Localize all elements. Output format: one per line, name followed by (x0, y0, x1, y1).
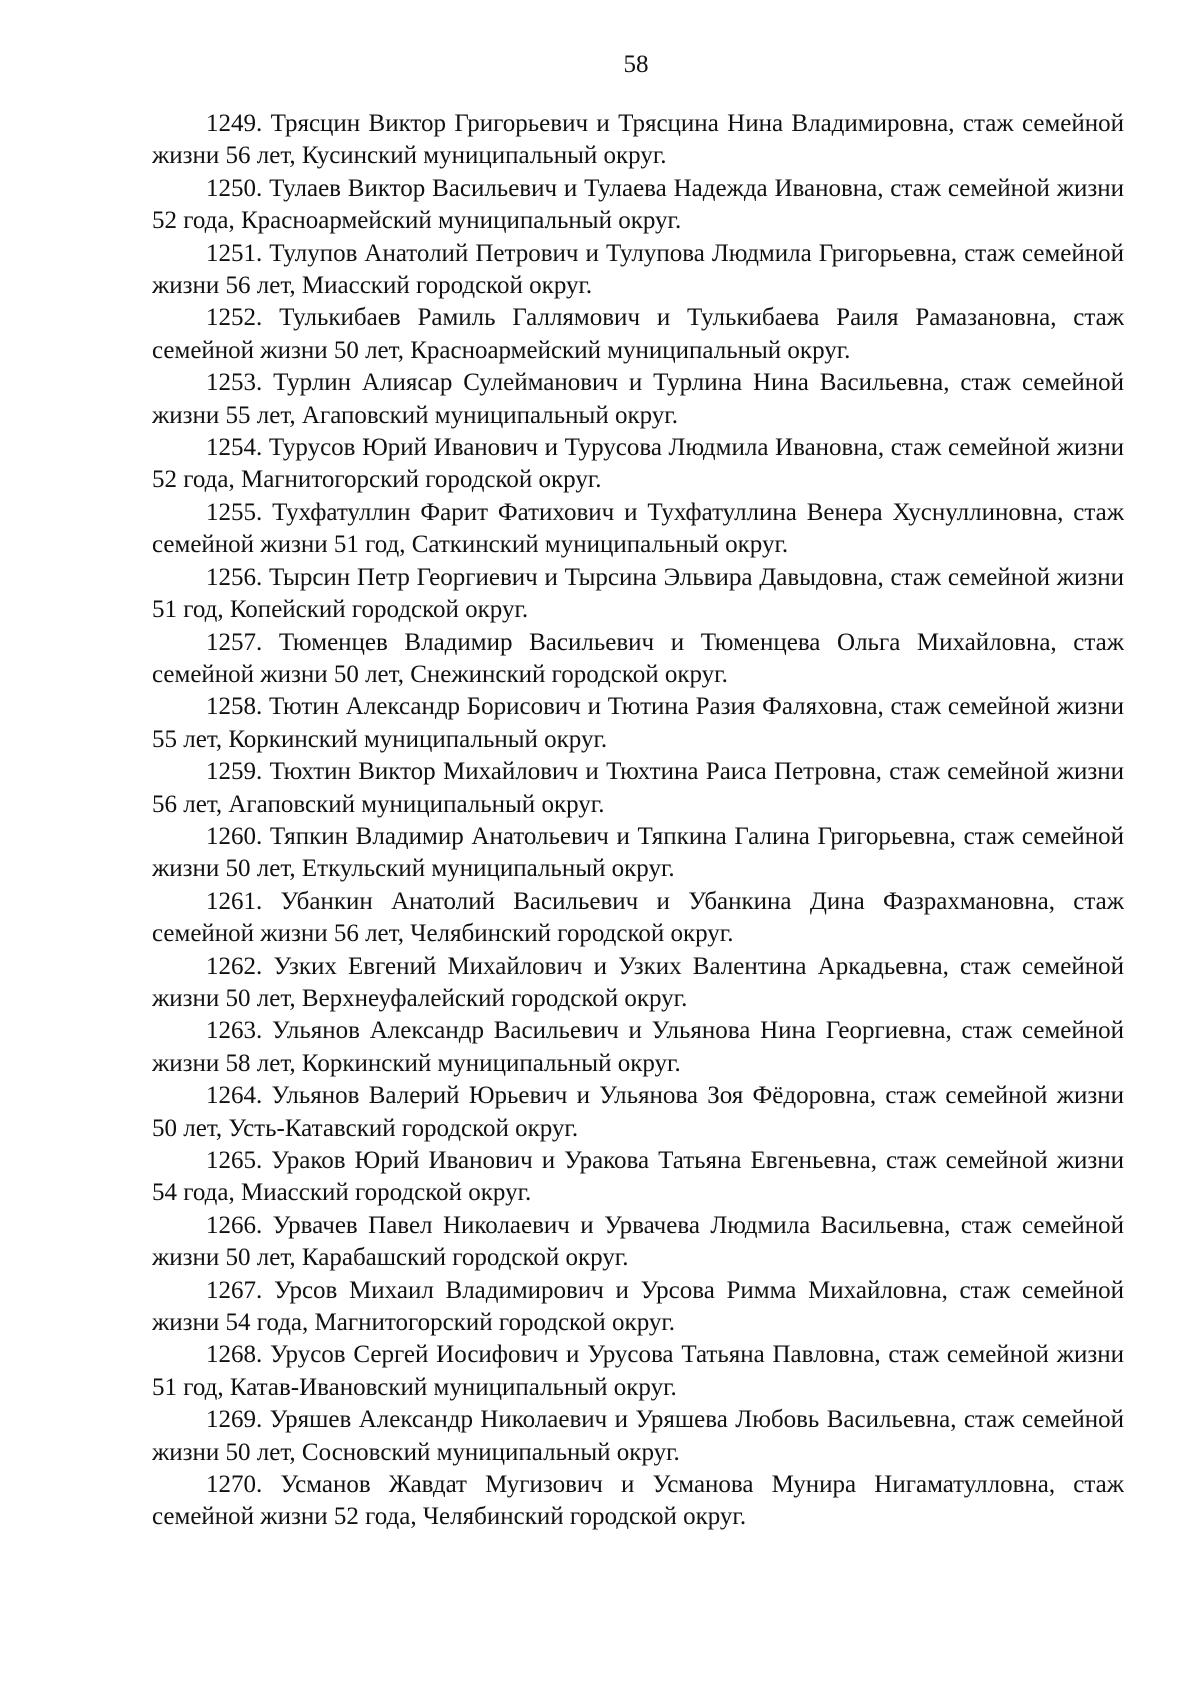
list-item: 1250. Тулаев Виктор Васильевич и Тулаева Надежда Ивановна, стаж семейной жизни 52 года, Красноармейский муниципальный округ. (152, 174, 1124, 235)
list-item: 1269. Уряшев Александр Николаевич и Уряшева Любовь Васильевна, стаж семейной жизни 50 лет, Сосновский муниципальный округ. (152, 1406, 1124, 1466)
list-item: 1258. Тютин Александр Борисович и Тютина Разия Фаляховна, стаж семейной жизни 55 лет, Коркинский муниципальный округ. (152, 693, 1124, 753)
list-item: 1256. Тырсин Петр Георгиевич и Тырсина Эльвира Давыдовна, стаж семейной жизни 51 год, Копейский городской округ. (152, 563, 1124, 624)
list-item: 1263. Ульянов Александр Васильевич и Ульянова Нина Георгиевна, стаж семейной жизни 58 лет, Коркинский муниципальный округ. (152, 1017, 1124, 1077)
list-item: 1252. Тулькибаев Рамиль Галлямович и Тулькибаева Раиля Рамазановна, стаж семейной жизни 50 лет, Красноармейский муниципальный округ. (152, 304, 1124, 364)
list-item: 1266. Урвачев Павел Николаевич и Урвачева Людмила Васильевна, стаж семейной жизни 50 лет, Карабашский городской округ. (152, 1211, 1124, 1272)
list-item: 1268. Урусов Сергей Иосифович и Урусова Татьяна Павловна, стаж семейной жизни 51 год, Катав-Ивановский муниципальный округ. (152, 1341, 1124, 1401)
list-item: 1251. Тулупов Анатолий Петрович и Тулупова Людмила Григорьевна, стаж семейной жизни 56 лет, Миасский городской округ. (152, 239, 1124, 300)
list-item: 1270. Усманов Жавдат Мугизович и Усманова Мунира Нигаматулловна, стаж семейной жизни 52 года, Челябинский городской округ. (152, 1471, 1124, 1531)
list-item: 1261. Убанкин Анатолий Васильевич и Убанкина Дина Фазрахмановна, стаж семейной жизни 56 лет, Челябинский городской округ. (152, 887, 1124, 948)
list-item: 1249. Трясцин Виктор Григорьевич и Трясцина Нина Владимировна, стаж семейной жизни 56 лет, Кусинский муниципальный округ. (152, 110, 1124, 170)
list-item: 1260. Тяпкин Владимир Анатольевич и Тяпкина Галина Григорьевна, стаж семейной жизни 50 лет, Еткульский муниципальный округ. (152, 822, 1124, 883)
page-number: 58 (623, 51, 649, 78)
list-item: 1257. Тюменцев Владимир Васильевич и Тюменцева Ольга Михайловна, стаж семейной жизни 50 лет, Снежинский городской округ. (152, 628, 1124, 688)
list-item: 1253. Турлин Алиясар Сулейманович и Турлина Нина Васильевна, стаж семейной жизни 55 лет, Агаповский муниципальный округ. (152, 369, 1124, 429)
list-item: 1264. Ульянов Валерий Юрьевич и Ульянова Зоя Фёдоровна, стаж семейной жизни 50 лет, Усть-Катавский городской округ. (152, 1082, 1124, 1142)
list-item: 1259. Тюхтин Виктор Михайлович и Тюхтина Раиса Петровна, стаж семейной жизни 56 лет, Агаповский муниципальный округ. (152, 758, 1124, 818)
entry-list (152, 108, 1124, 1534)
list-item: 1255. Тухфатуллин Фарит Фатихович и Тухфатуллина Венера Хуснуллиновна, стаж семейной жизни 51 год, Саткинский муниципальный округ. (152, 498, 1124, 559)
list-item: 1265. Ураков Юрий Иванович и Уракова Татьяна Евгеньевна, стаж семейной жизни 54 года, Миасский городской округ. (152, 1147, 1124, 1207)
list-item: 1254. Турусов Юрий Иванович и Турусова Людмила Ивановна, стаж семейной жизни 52 года, Магнитогорский городской округ. (152, 434, 1124, 494)
list-item: 1267. Урсов Михаил Владимирович и Урсова Римма Михайловна, стаж семейной жизни 54 года, Магнитогорский городской округ. (152, 1276, 1124, 1337)
list-item: 1262. Узких Евгений Михайлович и Узких Валентина Аркадьевна, стаж семейной жизни 50 лет, Верхнеуфалейский городской округ. (152, 952, 1124, 1012)
